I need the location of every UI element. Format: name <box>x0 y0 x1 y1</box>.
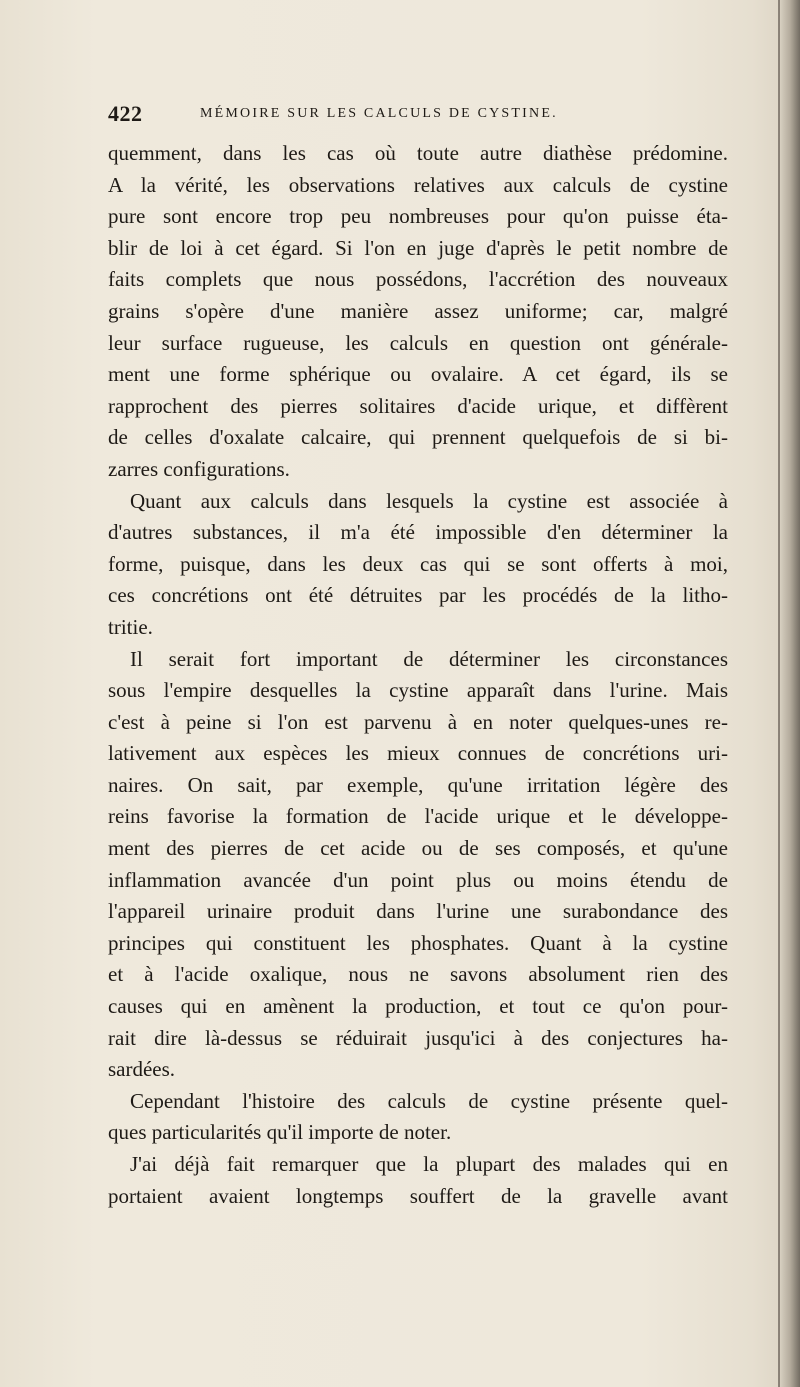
text-line: forme, puisque, dans les deux cas qui se sont offerts à moi, <box>108 551 728 576</box>
text-line: de celles d'oxalate calcaire, qui prennent quelquefois de si bi- <box>108 425 728 450</box>
text-line: zarres configurations. <box>108 456 290 481</box>
text-line: l'appareil urinaire produit dans l'urine une surabondance des <box>108 899 728 924</box>
text-line: tritie. <box>108 614 153 639</box>
page-number: 422 <box>108 101 143 126</box>
text-line: portaient avaient longtemps souffert de la gravelle avant <box>108 1183 728 1208</box>
text-line: reins favorise la formation de l'acide urique et le développe- <box>108 804 728 829</box>
text-line: ques particularités qu'il importe de noter. <box>108 1120 452 1145</box>
text-line: inflammation avancée d'un point plus ou moins étendu de <box>108 867 728 892</box>
text-line: leur surface rugueuse, les calculs en question ont générale- <box>108 330 728 355</box>
text-line: pure sont encore trop peu nombreuses pour qu'on puisse éta- <box>108 204 728 229</box>
text-line: faits complets que nous possédons, l'accrétion des nouveaux <box>108 267 728 292</box>
text-line: ment une forme sphérique ou ovalaire. A cet égard, ils se <box>108 362 728 387</box>
text-line: c'est à peine si l'on est parvenu à en noter quelques-unes re- <box>108 709 728 734</box>
text-line: principes qui constituent les phosphates. Quant à la cystine <box>108 930 728 955</box>
text-line: ces concrétions ont été détruites par les procédés de la litho- <box>108 583 728 608</box>
text-line: J'ai déjà fait remarquer que la plupart des malades qui en <box>130 1152 728 1176</box>
text-line: rait dire là-dessus se réduirait jusqu'ici à des conjectures ha- <box>108 1025 728 1050</box>
text-line: sous l'empire desquelles la cystine apparaît dans l'urine. Mais <box>108 678 728 703</box>
running-title: MÉMOIRE SUR LES CALCULS DE CYSTINE. <box>200 106 558 121</box>
text-line: quemment, dans les cas où toute autre diathèse prédomine. <box>108 141 728 165</box>
text-line: d'autres substances, il m'a été impossible d'en déterminer la <box>108 520 728 545</box>
text-line: lativement aux espèces les mieux connues de concrétions uri- <box>108 741 728 766</box>
body-text <box>108 138 728 1212</box>
text-line: rapprochent des pierres solitaires d'acide urique, et diffèrent <box>108 393 728 418</box>
page-header <box>108 101 728 131</box>
text-line: A la vérité, les observations relatives aux calculs de cystine <box>108 172 728 197</box>
text-line: Cependant l'histoire des calculs de cystine présente quel- <box>130 1088 728 1113</box>
text-line: naires. On sait, par exemple, qu'une irritation légère des <box>108 772 728 797</box>
text-line: Quant aux calculs dans lesquels la cystine est associée à <box>130 488 728 513</box>
text-line: blir de loi à cet égard. Si l'on en juge d'après le petit nombre de <box>108 235 728 260</box>
text-line: et à l'acide oxalique, nous ne savons absolument rien des <box>108 962 728 987</box>
text-line: ment des pierres de cet acide ou de ses composés, et qu'une <box>108 836 728 861</box>
page-binding-edge <box>778 0 780 1387</box>
text-line: Il serait fort important de déterminer les circonstances <box>130 646 728 671</box>
text-line: sardées. <box>108 1057 176 1082</box>
text-line: causes qui en amènent la production, et tout ce qu'on pour- <box>108 994 728 1019</box>
text-line: grains s'opère d'une manière assez uniforme; car, malgré <box>108 298 728 323</box>
page-binding-shadow <box>778 0 800 1387</box>
